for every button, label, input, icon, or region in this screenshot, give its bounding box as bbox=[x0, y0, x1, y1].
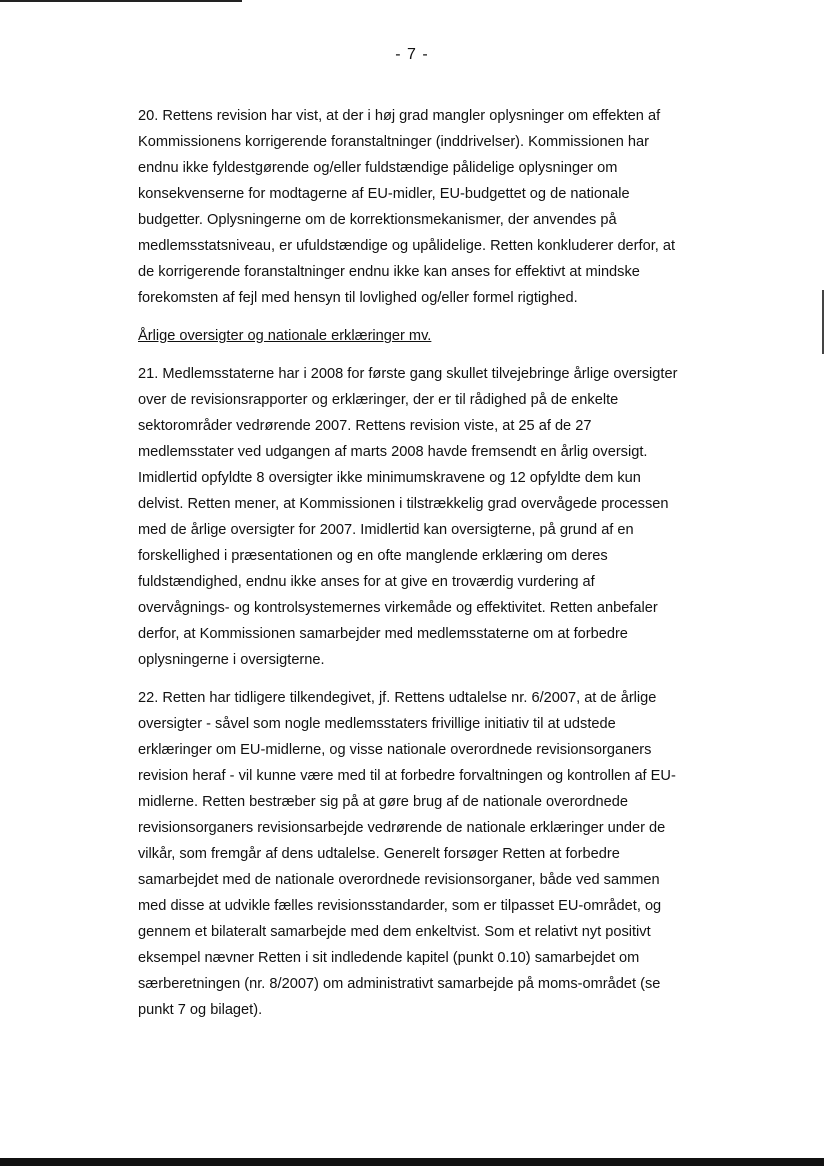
section-heading: Årlige oversigter og nationale erklæringer mv. bbox=[138, 328, 432, 344]
page-number: - 7 - bbox=[395, 46, 429, 63]
paragraph-21: 21. Medlemsstaterne har i 2008 for første gang skullet tilvejebringe årlige oversigter over de revisionsrapporter og erklæringer, der er til rådighed på de enkelte sektorområder vedrørende 2007. Rettens revision viste, at 25 af de 27 medlemsstater ved udgangen af marts 2008 havde fremsendt en årlig oversigt. Imidlertid opfyldte 8 oversigter ikke minimumskravene og 12 opfyldte dem kun delvist. Retten mener, at Kommissionen i tilstrækkelig grad overvågede processen med de årlige oversigter for 2007. Imidlertid kan oversigterne, på grund af en forskellighed i præsentationen og en ofte manglende erklæring om deres fuldstændighed, endnu ikke anses for at give en troværdig vurdering af overvågnings- og kontrolsystemernes virkemåde og effektivitet. Retten anbefaler derfor, at Kommissionen samarbejder med medlemsstaterne om at forbedre oplysningerne i oversigterne. bbox=[138, 366, 678, 668]
paragraph-22: 22. Retten har tidligere tilkendegivet, jf. Rettens udtalelse nr. 6/2007, at de årlige oversigter - såvel som nogle medlemsstaters frivillige initiativ til at udstede erklæringer om EU-midlerne, og visse nationale overordnede revisionsorganers revision heraf - vil kunne være med til at forbedre forvaltningen og kontrollen af EU- midlerne. Retten bestræber sig på at gøre brug af de nationale overordnede revisionsorganers revisionsarbejde vedrørende de nationale erklæringer under de vilkår, som fremgår af dens udtalelse. Generelt forsøger Retten at forbedre samarbejdet med de nationale overordnede revisionsorganer, både ved sammen med disse at udvikle fælles revisionsstandarder, som er tilpasset EU-området, og gennem et bilateralt samarbejde med dem enkeltvist. Som et relativt nyt positivt eksempel nævner Retten i sit indledende kapitel (punkt 0.10) samarbejdet om særberetningen (nr. 8/2007) om administrativt samarbejde på moms-området (se punkt 7 og bilaget). bbox=[138, 690, 676, 1018]
bottom-scan-bar bbox=[0, 1158, 824, 1166]
paragraph-20: 20. Rettens revision har vist, at der i høj grad mangler oplysninger om effekten af Kommissionens korrigerende foranstaltninger (inddrivelser). Kommissionen har endnu ikke fyldestgørende og/eller fuldstændige pålidelige oplysninger om konsekvenserne for modtagerne af EU-midler, EU-budgettet og de nationale budgetter. Oplysningerne om de korrektionsmekanismer, der anvendes på medlemsstatsniveau, er ufuldstændige og upålidelige. Retten konkluderer derfor, at de korrigerende foranstaltninger endnu ikke kan anses for effektivt at mindske forekomsten af fejl med hensyn til lovlighed og/eller formel rigtighed. bbox=[138, 108, 676, 306]
top-rule bbox=[0, 0, 242, 2]
document-body bbox=[138, 103, 694, 1023]
